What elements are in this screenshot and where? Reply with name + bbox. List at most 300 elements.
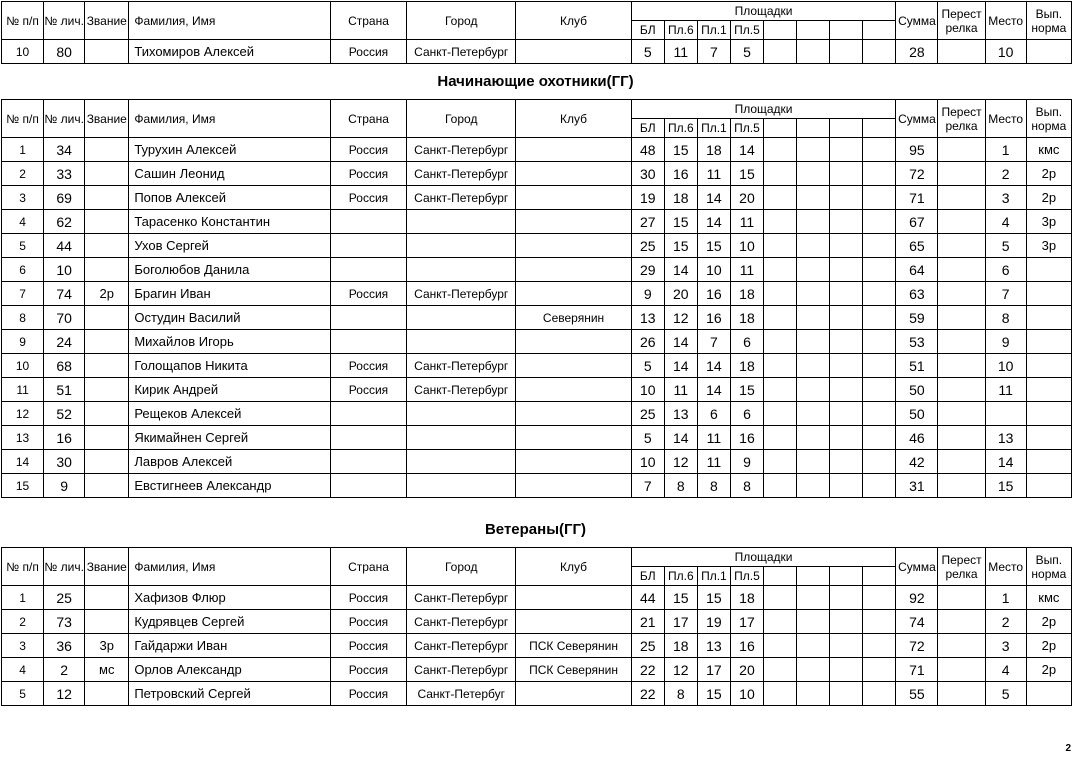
cell-score: 8 <box>697 474 730 498</box>
cell-score-empty <box>764 330 797 354</box>
cell-name: Сашин Леонид <box>129 162 331 186</box>
cell-country: Россия <box>330 138 406 162</box>
cell-np: 6 <box>2 258 44 282</box>
cell-nlic: 34 <box>44 138 85 162</box>
cell-score: 7 <box>631 474 664 498</box>
cell-score: 6 <box>730 330 763 354</box>
cell-score-empty <box>863 162 896 186</box>
cell-score: 10 <box>631 450 664 474</box>
cell-np: 5 <box>2 682 44 706</box>
cell-score: 15 <box>730 162 763 186</box>
cell-rank <box>85 186 129 210</box>
header-country: Страна <box>330 548 406 586</box>
cell-score: 12 <box>664 658 697 682</box>
cell-score: 15 <box>664 586 697 610</box>
cell-shootoff <box>938 402 985 426</box>
cell-score-empty <box>830 682 863 706</box>
cell-club <box>516 330 631 354</box>
cell-shootoff <box>938 306 985 330</box>
header-norm: Вып. норма <box>1026 548 1071 586</box>
header-shootoff: Перест релка <box>938 100 985 138</box>
cell-score-empty <box>863 402 896 426</box>
cell-country <box>330 210 406 234</box>
cell-score: 30 <box>631 162 664 186</box>
cell-rank <box>85 682 129 706</box>
cell-rank <box>85 138 129 162</box>
cell-score-empty <box>797 450 830 474</box>
cell-country: Россия <box>330 282 406 306</box>
cell-country: Россия <box>330 354 406 378</box>
cell-country <box>330 330 406 354</box>
cell-score-empty <box>764 378 797 402</box>
cell-place: 6 <box>985 258 1026 282</box>
cell-country <box>330 474 406 498</box>
cell-score-empty <box>830 186 863 210</box>
cell-score-empty <box>764 450 797 474</box>
cell-score-empty <box>863 282 896 306</box>
cell-norm <box>1026 378 1071 402</box>
cell-score: 8 <box>730 474 763 498</box>
cell-norm: 2р <box>1026 634 1071 658</box>
cell-city: Санкт-Петербург <box>407 282 516 306</box>
cell-score: 18 <box>730 354 763 378</box>
cell-score-empty <box>764 474 797 498</box>
cell-score: 18 <box>664 634 697 658</box>
header-nlic: № лич. <box>44 548 85 586</box>
header-sub-empty <box>764 21 797 40</box>
cell-score: 16 <box>730 426 763 450</box>
cell-rank <box>85 234 129 258</box>
cell-score: 10 <box>631 378 664 402</box>
cell-place: 13 <box>985 426 1026 450</box>
cell-score-empty <box>830 402 863 426</box>
cell-shootoff <box>938 586 985 610</box>
cell-np: 1 <box>2 586 44 610</box>
cell-score: 25 <box>631 234 664 258</box>
cell-score-empty <box>764 234 797 258</box>
section-title: Ветераны(ГГ) <box>484 521 587 538</box>
cell-place: 9 <box>985 330 1026 354</box>
header-sub-2: Пл.1 <box>697 119 730 138</box>
cell-score: 18 <box>730 282 763 306</box>
cell-shootoff <box>938 258 985 282</box>
cell-country: Россия <box>330 586 406 610</box>
cell-score-empty <box>797 186 830 210</box>
cell-score-empty <box>764 138 797 162</box>
cell-name: Евстигнеев Александр <box>129 474 331 498</box>
cell-norm: кмс <box>1026 586 1071 610</box>
table-row <box>2 210 1072 234</box>
cell-city: Санкт-Петербург <box>407 634 516 658</box>
cell-score: 13 <box>631 306 664 330</box>
cell-norm <box>1026 474 1071 498</box>
cell-place: 10 <box>985 354 1026 378</box>
cell-score-empty <box>797 586 830 610</box>
header-sub-3: Пл.5 <box>730 119 763 138</box>
cell-score-empty <box>863 330 896 354</box>
cell-sum: 53 <box>896 330 938 354</box>
cell-nlic: 36 <box>44 634 85 658</box>
cell-np: 2 <box>2 162 44 186</box>
cell-club <box>516 610 631 634</box>
cell-score-empty <box>764 162 797 186</box>
header-np: № п/п <box>2 2 44 40</box>
cell-sum: 72 <box>896 162 938 186</box>
cell-score-empty <box>863 378 896 402</box>
cell-score-empty <box>764 306 797 330</box>
cell-score: 10 <box>730 234 763 258</box>
table-row <box>2 138 1072 162</box>
cell-sum: 50 <box>896 402 938 426</box>
cell-score-empty <box>830 658 863 682</box>
header-sub-empty <box>830 21 863 40</box>
cell-place <box>985 402 1026 426</box>
cell-norm <box>1026 330 1071 354</box>
cell-score-empty <box>797 40 830 64</box>
cell-score-empty <box>764 402 797 426</box>
header-np: № п/п <box>2 548 44 586</box>
cell-score-empty <box>764 40 797 64</box>
table-row <box>2 682 1072 706</box>
cell-name: Голощапов Никита <box>129 354 331 378</box>
cell-sum: 42 <box>896 450 938 474</box>
cell-nlic: 80 <box>44 40 85 64</box>
header-norm: Вып. норма <box>1026 2 1071 40</box>
cell-score-empty <box>863 210 896 234</box>
section-title: Начинающие охотники(ГГ) <box>437 73 634 90</box>
cell-score: 12 <box>664 306 697 330</box>
cell-np: 7 <box>2 282 44 306</box>
cell-score-empty <box>764 354 797 378</box>
cell-nlic: 24 <box>44 330 85 354</box>
cell-score-empty <box>830 354 863 378</box>
cell-score: 44 <box>631 586 664 610</box>
cell-score-empty <box>830 634 863 658</box>
table-row <box>2 306 1072 330</box>
cell-country <box>330 234 406 258</box>
cell-rank <box>85 162 129 186</box>
cell-score-empty <box>830 306 863 330</box>
cell-score: 19 <box>631 186 664 210</box>
cell-np: 2 <box>2 610 44 634</box>
cell-score: 15 <box>664 210 697 234</box>
cell-score-empty <box>764 586 797 610</box>
cell-sum: 67 <box>896 210 938 234</box>
cell-sum: 63 <box>896 282 938 306</box>
header-courts: Площадки <box>631 2 896 21</box>
cell-club <box>516 234 631 258</box>
table-row <box>2 474 1072 498</box>
cell-shootoff <box>938 162 985 186</box>
cell-np: 5 <box>2 234 44 258</box>
cell-score-empty <box>830 378 863 402</box>
header-sub-0: БЛ <box>631 567 664 586</box>
cell-country: Россия <box>330 682 406 706</box>
cell-place: 8 <box>985 306 1026 330</box>
cell-score: 14 <box>697 210 730 234</box>
header-sum: Сумма <box>896 548 938 586</box>
cell-place: 5 <box>985 234 1026 258</box>
header-city: Город <box>407 2 516 40</box>
cell-country <box>330 426 406 450</box>
cell-nlic: 69 <box>44 186 85 210</box>
cell-city <box>407 402 516 426</box>
cell-score: 14 <box>664 354 697 378</box>
cell-score: 15 <box>697 682 730 706</box>
header-row <box>2 548 1072 567</box>
cell-score: 7 <box>697 40 730 64</box>
cell-score: 14 <box>664 426 697 450</box>
header-place: Место <box>985 548 1026 586</box>
cell-club <box>516 258 631 282</box>
cell-score-empty <box>863 658 896 682</box>
cell-score: 15 <box>697 234 730 258</box>
header-sub-empty <box>863 567 896 586</box>
cell-score: 18 <box>730 306 763 330</box>
cell-place: 14 <box>985 450 1026 474</box>
cell-nlic: 12 <box>44 682 85 706</box>
cell-np: 10 <box>2 40 44 64</box>
cell-shootoff <box>938 210 985 234</box>
cell-score: 8 <box>664 682 697 706</box>
cell-score-empty <box>797 610 830 634</box>
cell-shootoff <box>938 186 985 210</box>
cell-club <box>516 354 631 378</box>
cell-place: 3 <box>985 186 1026 210</box>
header-sub-empty <box>863 21 896 40</box>
cell-sum: 31 <box>896 474 938 498</box>
table-row <box>2 450 1072 474</box>
cell-norm: кмс <box>1026 138 1071 162</box>
cell-score: 11 <box>730 210 763 234</box>
cell-norm <box>1026 450 1071 474</box>
cell-norm: 3р <box>1026 234 1071 258</box>
cell-city: Санкт-Петербург <box>407 610 516 634</box>
cell-score-empty <box>863 634 896 658</box>
cell-city: Санкт-Петербург <box>407 354 516 378</box>
cell-score-empty <box>797 282 830 306</box>
header-name: Фамилия, Имя <box>129 100 331 138</box>
header-sub-empty <box>797 567 830 586</box>
cell-name: Орлов Александр <box>129 658 331 682</box>
table-row <box>2 658 1072 682</box>
header-sub-1: Пл.6 <box>664 567 697 586</box>
cell-name: Ухов Сергей <box>129 234 331 258</box>
cell-score-empty <box>764 682 797 706</box>
table-row <box>2 402 1072 426</box>
cell-score-empty <box>863 586 896 610</box>
table-row <box>2 40 1072 64</box>
cell-score: 16 <box>697 282 730 306</box>
cell-sum: 28 <box>896 40 938 64</box>
header-shootoff: Перест релка <box>938 548 985 586</box>
cell-name: Турухин Алексей <box>129 138 331 162</box>
cell-score-empty <box>863 426 896 450</box>
cell-np: 10 <box>2 354 44 378</box>
cell-score: 27 <box>631 210 664 234</box>
cell-club <box>516 586 631 610</box>
cell-score: 17 <box>730 610 763 634</box>
cell-club <box>516 138 631 162</box>
cell-city <box>407 234 516 258</box>
cell-club <box>516 426 631 450</box>
cell-nlic: 33 <box>44 162 85 186</box>
cell-score: 15 <box>730 378 763 402</box>
cell-score: 14 <box>697 378 730 402</box>
cell-score-empty <box>863 306 896 330</box>
results-table <box>1 1 1072 64</box>
cell-country: Россия <box>330 658 406 682</box>
cell-score: 18 <box>697 138 730 162</box>
cell-score: 13 <box>697 634 730 658</box>
cell-club <box>516 402 631 426</box>
header-sub-empty <box>797 119 830 138</box>
cell-sum: 71 <box>896 186 938 210</box>
cell-name: Кудрявцев Сергей <box>129 610 331 634</box>
cell-country: Россия <box>330 40 406 64</box>
cell-score-empty <box>830 610 863 634</box>
cell-score-empty <box>863 682 896 706</box>
header-sub-2: Пл.1 <box>697 21 730 40</box>
cell-place: 4 <box>985 658 1026 682</box>
cell-np: 14 <box>2 450 44 474</box>
cell-place: 1 <box>985 138 1026 162</box>
cell-score-empty <box>863 610 896 634</box>
cell-rank: мс <box>85 658 129 682</box>
cell-place: 15 <box>985 474 1026 498</box>
cell-norm <box>1026 682 1071 706</box>
cell-score: 16 <box>664 162 697 186</box>
header-sub-empty <box>764 119 797 138</box>
cell-score-empty <box>830 162 863 186</box>
cell-score: 6 <box>730 402 763 426</box>
header-nlic: № лич. <box>44 2 85 40</box>
cell-club <box>516 378 631 402</box>
cell-score-empty <box>764 610 797 634</box>
header-sub-empty <box>764 567 797 586</box>
cell-shootoff <box>938 682 985 706</box>
table-row <box>2 234 1072 258</box>
header-rank: Звание <box>85 548 129 586</box>
cell-rank <box>85 474 129 498</box>
cell-score-empty <box>830 234 863 258</box>
cell-club: Северянин <box>516 306 631 330</box>
cell-name: Хафизов Флюр <box>129 586 331 610</box>
cell-city: Санкт-Петербург <box>407 138 516 162</box>
cell-club <box>516 186 631 210</box>
cell-score: 5 <box>631 354 664 378</box>
cell-score: 17 <box>697 658 730 682</box>
cell-place: 3 <box>985 634 1026 658</box>
cell-city <box>407 474 516 498</box>
cell-score: 14 <box>664 258 697 282</box>
cell-score-empty <box>764 634 797 658</box>
cell-sum: 46 <box>896 426 938 450</box>
cell-shootoff <box>938 40 985 64</box>
cell-score: 10 <box>730 682 763 706</box>
cell-shootoff <box>938 378 985 402</box>
header-sum: Сумма <box>896 2 938 40</box>
header-name: Фамилия, Имя <box>129 2 331 40</box>
cell-city: Санкт-Петербуг <box>407 682 516 706</box>
cell-name: Якимайнен Сергей <box>129 426 331 450</box>
cell-shootoff <box>938 474 985 498</box>
header-sub-2: Пл.1 <box>697 567 730 586</box>
cell-country <box>330 258 406 282</box>
cell-score: 11 <box>697 450 730 474</box>
cell-rank: 2р <box>85 282 129 306</box>
cell-score: 5 <box>631 40 664 64</box>
cell-rank: 3р <box>85 634 129 658</box>
header-sub-empty <box>797 21 830 40</box>
cell-name: Гайдаржи Иван <box>129 634 331 658</box>
cell-score-empty <box>863 258 896 282</box>
results-table <box>1 547 1072 706</box>
cell-rank <box>85 258 129 282</box>
cell-nlic: 68 <box>44 354 85 378</box>
cell-score-empty <box>764 258 797 282</box>
cell-sum: 72 <box>896 634 938 658</box>
cell-shootoff <box>938 354 985 378</box>
cell-name: Попов Алексей <box>129 186 331 210</box>
cell-rank <box>85 378 129 402</box>
cell-score-empty <box>764 658 797 682</box>
cell-score: 5 <box>730 40 763 64</box>
cell-score: 11 <box>664 378 697 402</box>
cell-country <box>330 306 406 330</box>
cell-norm <box>1026 426 1071 450</box>
cell-nlic: 62 <box>44 210 85 234</box>
cell-name: Кирик Андрей <box>129 378 331 402</box>
cell-score: 25 <box>631 402 664 426</box>
cell-score-empty <box>863 234 896 258</box>
cell-place: 5 <box>985 682 1026 706</box>
cell-sum: 50 <box>896 378 938 402</box>
cell-score: 14 <box>697 186 730 210</box>
cell-score: 15 <box>697 586 730 610</box>
cell-rank <box>85 210 129 234</box>
cell-score: 12 <box>664 450 697 474</box>
cell-score-empty <box>830 474 863 498</box>
cell-score: 25 <box>631 634 664 658</box>
cell-score: 29 <box>631 258 664 282</box>
table-row <box>2 634 1072 658</box>
table-row <box>2 258 1072 282</box>
cell-club <box>516 210 631 234</box>
header-sub-empty <box>863 119 896 138</box>
header-sub-3: Пл.5 <box>730 567 763 586</box>
cell-score-empty <box>797 474 830 498</box>
header-sub-0: БЛ <box>631 119 664 138</box>
header-sub-1: Пл.6 <box>664 21 697 40</box>
cell-score-empty <box>830 450 863 474</box>
cell-np: 13 <box>2 426 44 450</box>
cell-club <box>516 282 631 306</box>
cell-score: 18 <box>664 186 697 210</box>
cell-score: 13 <box>664 402 697 426</box>
cell-score: 11 <box>697 426 730 450</box>
cell-score-empty <box>797 258 830 282</box>
cell-score: 7 <box>697 330 730 354</box>
cell-rank <box>85 306 129 330</box>
header-norm: Вып. норма <box>1026 100 1071 138</box>
cell-score: 14 <box>730 138 763 162</box>
cell-np: 1 <box>2 138 44 162</box>
cell-nlic: 70 <box>44 306 85 330</box>
cell-np: 4 <box>2 658 44 682</box>
cell-score: 15 <box>664 138 697 162</box>
cell-score-empty <box>764 282 797 306</box>
